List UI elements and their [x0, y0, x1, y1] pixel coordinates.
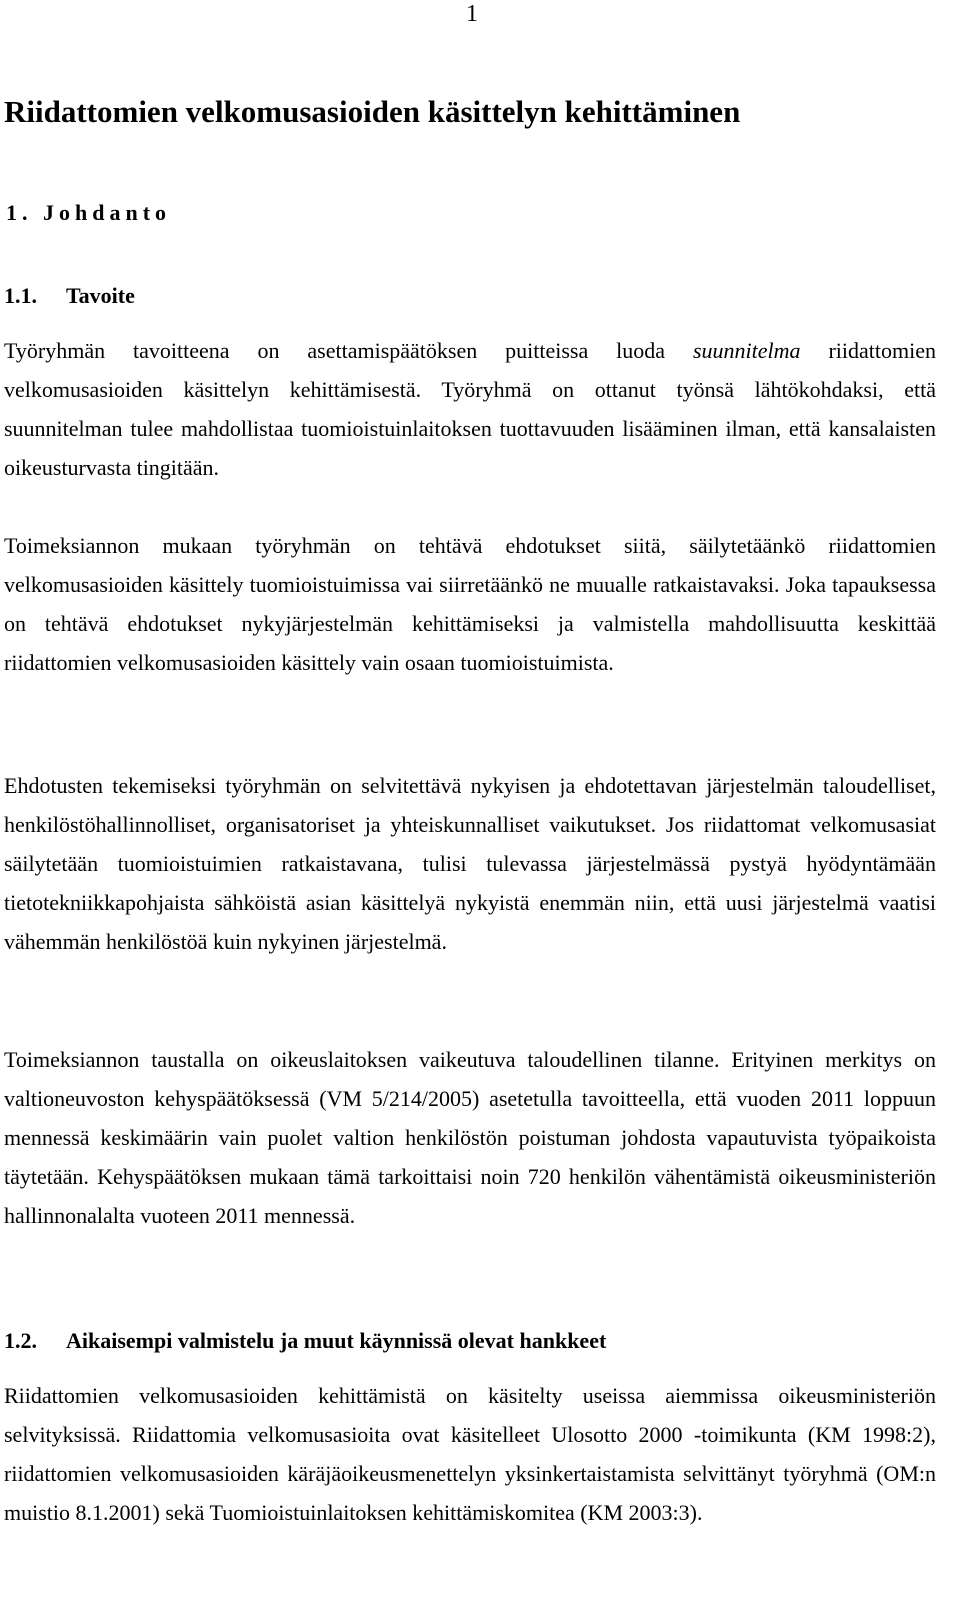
section-1-1-paragraph-1 — [4, 331, 936, 487]
paragraph-text: riidattomien velkomusasioiden käsittelyn kehittämisestä. Työryhmä on ottanut työnsä lähtökohdaksi, että suunnitelman tulee mahdollistaa tuomioistuinlaitoksen tuottavuuden lisääminen ilman, että kansalaisten oikeusturvasta tingitään. — [4, 338, 937, 480]
section-1-1-paragraph-2: Toimeksiannon mukaan työryhmän on tehtävä ehdotukset siitä, säilytetäänkö riidattomien velkomusasioiden käsittely tuomioistuimissa vai siirretäänkö ne muualle ratkaistavaksi. Joka tapauksessa on tehtävä ehdotukset nykyjärjestelmän kehittämiseksi ja valmistella mahdollisuutta keskittää riidattomien velkomusasioiden käsittely vain osaan tuomioistuimista. — [4, 533, 936, 675]
section-1-2-paragraph-1: Riidattomien velkomusasioiden kehittämistä on käsitelty useissa aiemmissa oikeusministeriön selvityksissä. Riidattomia velkomusasioita ovat käsitelleet Ulosotto 2000 -toimikunta (KM 1998:2), riidattomien velkomusasioiden käräjäoikeusmenettelyn yksinkertaistamista selvittänyt työryhmä (OM:n muistio 8.1.2001) sekä Tuomioistuinlaitoksen kehittämiskomitea (KM 2003:3). — [4, 1383, 936, 1525]
section-1-1-paragraph-3: Ehdotusten tekemiseksi työryhmän on selvitettävä nykyisen ja ehdotettavan järjestelmän taloudelliset, henkilöstöhallinnolliset, organisatoriset ja yhteiskunnalliset vaikutukset. Jos riidattomat velkomusasiat säilytetään tuomioistuimien ratkaistavana, tulisi tulevassa järjestelmässä pystyä hyödyntämään tietotekniikkapohjaista sähköistä asian käsittelyä nykyistä enemmän niin, että uusi järjestelmä vaatisi vähemmän henkilöstöä kuin nykyinen järjestelmä. — [4, 773, 936, 954]
section-1-1-paragraph-4: Toimeksiannon taustalla on oikeuslaitoksen vaikeutuva taloudellinen tilanne. Erityinen merkitys on valtioneuvoston kehyspäätöksessä (VM 5/214/2005) asetetulla tavoitteella, että vuoden 2011 loppuun mennessä keskimäärin vain puolet valtion henkilöstön poistuman johdosta vapautuvista työpaikoista täytetään. Kehyspäätöksen mukaan tämä tarkoittaisi noin 720 henkilön vähentämistä oikeusministeriön hallinnonalalta vuoteen 2011 mennessä. — [4, 1047, 936, 1228]
section-1-2-number: 1.2. — [4, 1328, 37, 1353]
section-1-2-heading — [4, 1326, 606, 1356]
document-title: Riidattomien velkomusasioiden käsittelyn kehittäminen — [4, 94, 741, 129]
emphasized-text: suunnitelma — [692, 338, 801, 363]
section-1-1-title: Tavoite — [66, 283, 135, 308]
section-1-1-number: 1.1. — [4, 283, 37, 308]
page-number: 1 — [466, 1, 478, 27]
section-1-heading: 1. Johdanto — [6, 200, 172, 225]
section-1-2-title: Aikaisempi valmistelu ja muut käynnissä olevat hankkeet — [66, 1328, 607, 1353]
paragraph-text: Työryhmän tavoitteena on asettamispäätöksen puitteissa luoda — [4, 338, 693, 363]
section-1-1-heading — [4, 281, 135, 311]
